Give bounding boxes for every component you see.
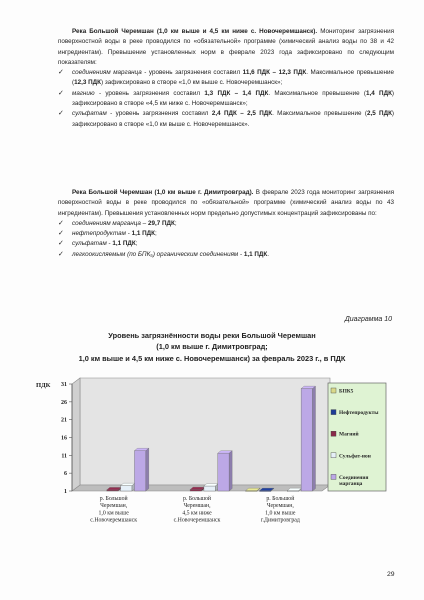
chart-title-line: Уровень загрязнённости воды реки Большой Черемшан bbox=[108, 331, 316, 340]
item-text: . bbox=[267, 250, 269, 258]
item-text: ; bbox=[154, 230, 157, 238]
chart-bar bbox=[301, 386, 315, 491]
pollutant-name: соединениям марганца bbox=[72, 69, 142, 77]
y-axis-label: ПДК bbox=[36, 382, 51, 389]
chart-bar bbox=[218, 451, 232, 491]
item-text: - bbox=[106, 240, 113, 248]
item-text: ; bbox=[174, 219, 177, 227]
check-icon: ✓ bbox=[58, 250, 64, 258]
item-text: ) зафиксировано в створе «1,0 км выше с. Новочеремшанск». bbox=[72, 110, 395, 128]
chart-bar bbox=[190, 487, 204, 491]
chart-back-wall bbox=[80, 378, 330, 485]
pollutant-name: магнию bbox=[72, 89, 95, 97]
check-icon: ✓ bbox=[58, 69, 64, 77]
legend-swatch bbox=[331, 453, 336, 458]
item-value: 1,1 ПДК bbox=[243, 250, 268, 258]
legend-label: Соединения марганца bbox=[339, 474, 369, 488]
item-text: - bbox=[238, 250, 244, 258]
section-heading: Река Большой Черемшан (1,0 км выше и 4,5 км ниже с. Новочеремшанск). bbox=[72, 28, 318, 35]
x-category-label: р. Большой Черемшан, 1,0 км выше с.Новочеремшанск bbox=[90, 496, 138, 524]
bar-front bbox=[134, 451, 145, 491]
page-number: 29 bbox=[387, 571, 395, 578]
chart-bar bbox=[121, 483, 135, 491]
y-tick-label: 6 bbox=[64, 471, 67, 478]
check-icon: ✓ bbox=[58, 89, 64, 97]
pollutant-name: сульфатам bbox=[72, 110, 107, 118]
item-text: . Максимальное превышение ( bbox=[272, 110, 367, 118]
check-icon: ✓ bbox=[58, 240, 64, 248]
bar-side bbox=[146, 448, 149, 491]
y-tick-label: 26 bbox=[61, 399, 67, 406]
legend-swatch bbox=[331, 474, 336, 479]
check-icon: ✓ bbox=[58, 219, 64, 227]
legend-swatch bbox=[331, 388, 336, 393]
bar-side bbox=[229, 451, 232, 491]
legend-label: Магний bbox=[339, 431, 359, 438]
chart-bar bbox=[107, 487, 121, 491]
item-text: – bbox=[140, 219, 148, 227]
bar-front bbox=[121, 486, 132, 491]
chart-title-line: (1,0 км выше г. Димитровград; bbox=[156, 342, 268, 352]
bar-front bbox=[107, 490, 118, 491]
item-value: 1,3 ПДК – 1,4 ПДК bbox=[204, 89, 269, 97]
item-value: 1,1 ПДК bbox=[131, 230, 155, 238]
x-category-label: р. Большой Черемшан, 1,0 км выше г.Димитровград bbox=[260, 496, 300, 524]
chart-title-line: 1,0 км выше и 4,5 км ниже с. Новочеремшанск) за февраль 2023 г., в ПДК bbox=[78, 353, 346, 363]
section-heading: Река Большой Черемшан (1,0 км выше г. Димитровград). bbox=[72, 189, 254, 196]
item-max-value: 1,4 ПДК bbox=[366, 89, 392, 97]
x-category-label: р. Большой Черемшан, 4,5 км ниже с.Новочеремшанск bbox=[173, 496, 221, 524]
check-icon: ✓ bbox=[58, 230, 64, 238]
pollutant-name: легкоокисляемым (по БПК₅) органическим соединениям bbox=[72, 250, 239, 258]
y-tick-label: 31 bbox=[61, 382, 67, 388]
item-value: 29,7 ПДК bbox=[147, 219, 175, 227]
item-max-value: 2,5 ПДК bbox=[366, 110, 392, 118]
legend-label: БПК5 bbox=[339, 388, 354, 395]
chart-bar bbox=[134, 448, 148, 491]
section-intro: В феврале 2023 года мониторинг загрязнения поверхностной воды в реке проводился по «обязательной» программе (химический анализ воды по 43 ингредиентам). Превышения установленных норм предельно допустимых концентраций зафиксированы по: bbox=[58, 189, 395, 217]
item-value: 11,6 ПДК – 12,3 ПДК bbox=[242, 69, 307, 77]
item-text: ; bbox=[135, 240, 138, 248]
legend-label: Сульфат-ион bbox=[339, 453, 371, 460]
bar-side bbox=[313, 386, 316, 491]
diagram-reference: Диаграмма 10 bbox=[344, 316, 392, 323]
pollutant-name: нефтепродуктам bbox=[72, 230, 126, 238]
section-intro: Мониторинг загрязнения поверхностной воды в реке проводился по «обязательной» программе (химический анализ воды по 38 и 42 ингредиентам). Превышение установленных норм в феврале 2023 года зафиксировано по следующим показателям: bbox=[58, 28, 394, 66]
bar-front bbox=[190, 490, 201, 491]
pollutant-name: сульфатам bbox=[72, 240, 107, 248]
item-max-value: 12,3 ПДК bbox=[74, 79, 101, 87]
y-tick-label: 1 bbox=[64, 489, 67, 495]
chart-side-wall bbox=[72, 378, 80, 491]
legend-label: Нефтепродукты bbox=[339, 410, 379, 417]
item-value: 2,4 ПДК – 2,5 ПДК bbox=[211, 110, 273, 118]
y-tick-label: 21 bbox=[61, 417, 67, 424]
chart-bar bbox=[204, 484, 218, 491]
item-text: . Максимальное превышение ( bbox=[72, 69, 394, 87]
pollutant-name: соединениям марганца bbox=[72, 219, 141, 227]
item-text: ) зафиксировано в створе «4,5 км ниже с. Новочеремшанск»; bbox=[72, 89, 395, 108]
legend-swatch bbox=[331, 431, 336, 436]
y-tick-label: 16 bbox=[61, 435, 67, 442]
legend-swatch bbox=[331, 410, 336, 415]
bar-front bbox=[301, 389, 312, 491]
item-text: - уровень загрязнения составил bbox=[141, 69, 243, 77]
bar-front bbox=[204, 486, 215, 491]
bar-front bbox=[218, 453, 229, 491]
item-value: 1,1 ПДК bbox=[112, 240, 136, 248]
item-text: - уровень загрязнения составил bbox=[106, 110, 212, 118]
check-icon: ✓ bbox=[58, 110, 64, 118]
item-text: ) зафиксировано в створе «1,0 км выше с. Новочеремшанск»; bbox=[100, 79, 283, 87]
item-text: - bbox=[125, 230, 132, 238]
item-text: . Максимальное превышение ( bbox=[268, 89, 366, 97]
item-text: - уровень загрязнения составил bbox=[94, 89, 205, 97]
y-tick-label: 11 bbox=[61, 453, 67, 460]
